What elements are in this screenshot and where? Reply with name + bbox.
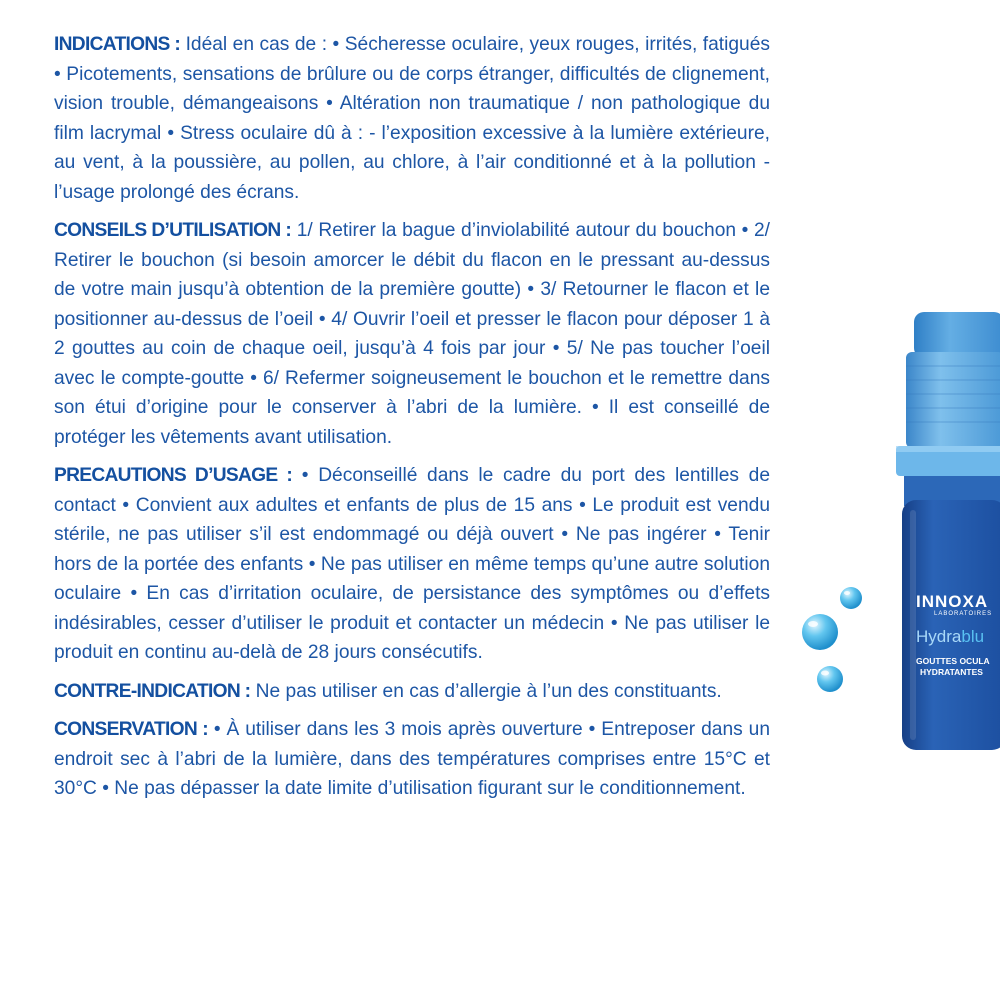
cap-top — [914, 312, 1000, 358]
section-indications — [54, 30, 770, 207]
label-line-1: GOUTTES OCULA — [916, 656, 990, 666]
indications-heading: INDICATIONS : — [54, 34, 181, 55]
product-bottle — [896, 300, 1000, 760]
product-name — [916, 627, 1000, 647]
section-usage-advice — [54, 216, 770, 452]
usage-advice-heading: CONSEILS D’UTILISATION : — [54, 220, 292, 241]
contraindication-heading: CONTRE-INDICATION : — [54, 680, 251, 702]
precautions-heading: PRECAUTIONS D’USAGE : — [54, 465, 293, 486]
water-drop-small-icon — [838, 585, 864, 611]
section-conservation — [54, 715, 770, 804]
product-name-part1: Hydra — [916, 627, 962, 646]
product-name-part2: blu — [961, 627, 985, 646]
water-drop-medium-icon — [815, 664, 845, 694]
conservation-text: • À utiliser dans les 3 mois après ouverture • Entreposer dans un endroit sec à l’abri de la lumière, dans des températures comprises entre 15°C et 30°C • Ne pas dépasser la date limite d’utilisation figurant sur le conditionnement. — [54, 719, 770, 799]
label-line-2: HYDRATANTES — [920, 667, 983, 677]
section-precautions — [54, 461, 770, 668]
conservation-heading: CONSERVATION : — [54, 719, 208, 740]
usage-advice-text: 1/ Retirer la bague d’inviolabilité autour du bouchon • 2/ Retirer le bouchon (si besoin amorcer le débit du flacon en le pressant au-dessus de votre main jusqu’à obtention de la première goutte) • 3/ Retourner le flacon et le positionner au-dessus de l’oeil • 4/ Ouvrir l’oeil et presser le flacon pour déposer 1 à 2 gouttes au coin de chaque oeil, jusqu’à 4 fois par jour • 5/ Ne pas toucher l’oeil avec le compte-goutte • 6/ Refermer soigneusement le bouchon et le remettre dans son étui d’origine pour le conserver à l’abri de la lumière. • Il est conseillé de protéger les vêtements avant utilisation. — [54, 220, 770, 448]
product-description — [54, 30, 770, 813]
indications-text: Idéal en cas de : • Sécheresse oculaire, yeux rouges, irrités, fatigués • Picotements, sensations de brûlure ou de corps étranger, difficultés de clignement, vision trouble, démangeaisons • Altération non traumatique / non pathologique du film lacrymal • Stress oculaire dû à : - l’exposition excessive à la lumière extérieure, au vent, à la poussière, au pollen, au chlore, à l’air conditionné et à la pollution - l’usage prolongé des écrans. — [54, 34, 770, 203]
precautions-text: • Déconseillé dans le cadre du port des lentilles de contact • Convient aux adultes et enfants de plus de 15 ans • Le produit est vendu stérile, ne pas utiliser s’il est endommagé ou déjà ouvert • Ne pas ingérer • Tenir hors de la portée des enfants • Ne pas utiliser en même temps qu’une autre solution oculaire • En cas d’irritation oculaire, de persistance des symptômes ou d’effets indésirables, cesser d’utiliser le produit et contacter un médecin • Ne pas utiliser le produit en continu au-delà de 28 jours consécutifs. — [54, 465, 770, 663]
bottle-label — [916, 592, 1000, 722]
brand-name: INNOXA — [916, 592, 989, 611]
water-drop-large-icon — [800, 612, 840, 652]
contraindication-text: Ne pas utiliser en cas d’allergie à l’un des constituants. — [250, 680, 722, 702]
brand-subtitle: LABORATOIRES — [934, 611, 993, 617]
section-contraindication — [54, 677, 770, 707]
